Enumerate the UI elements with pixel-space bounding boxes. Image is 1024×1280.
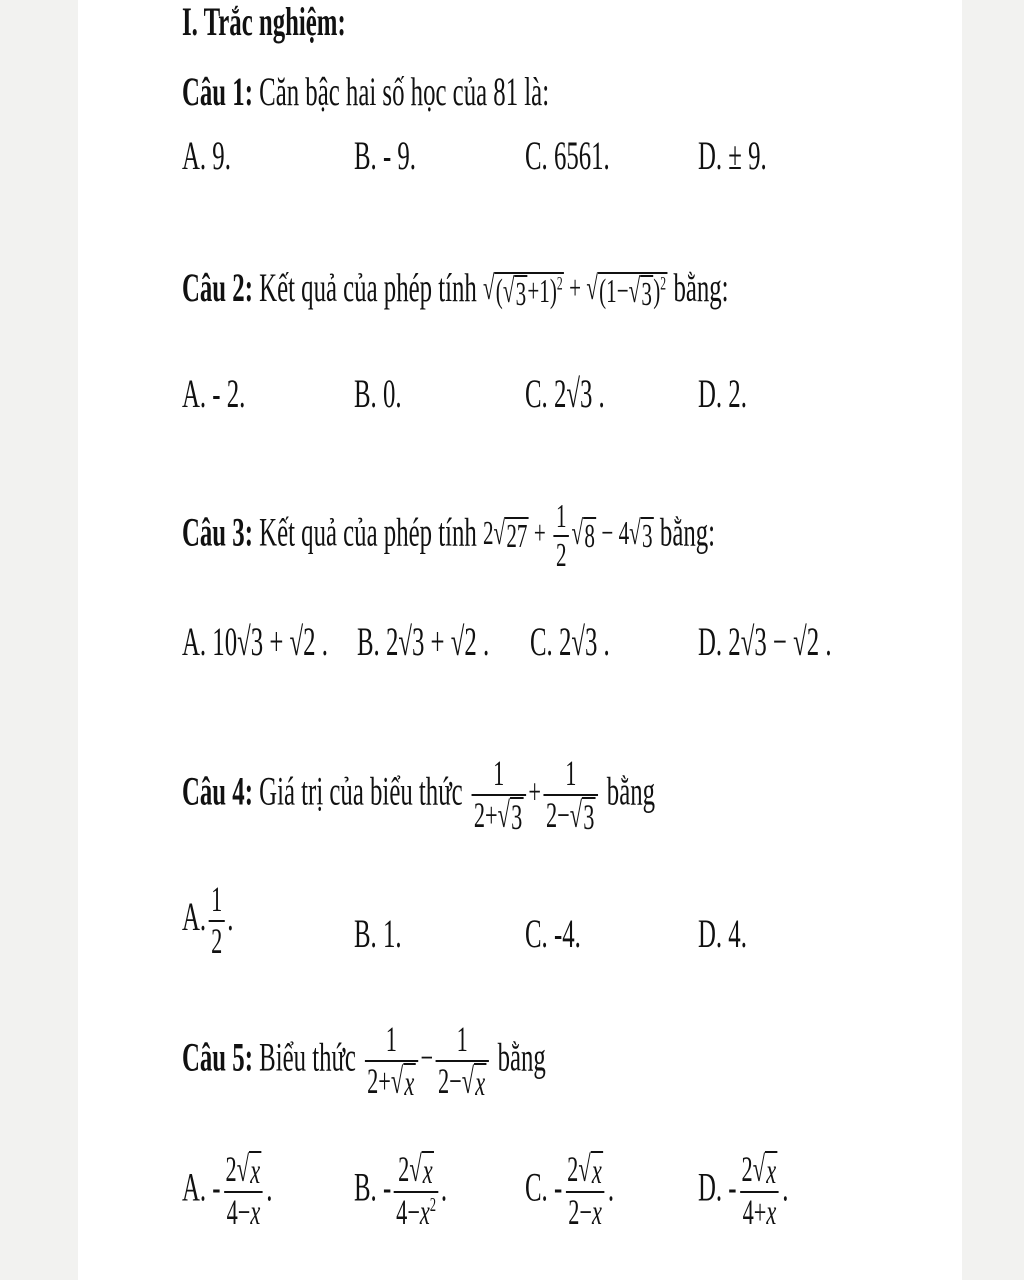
- question-1-option-a: A. 9.: [182, 133, 231, 178]
- question-5: [182, 1020, 769, 1102]
- question-3-label: Câu 3:: [182, 509, 253, 555]
- question-5-option-c: C. - 2 √ x 2−x .: [525, 1149, 615, 1232]
- question-3-expression: 2 √ 27 + $\frac{1}{2}$ √ 8 − 4 √ 3: [482, 498, 653, 575]
- question-1-label: Câu 1:: [182, 69, 253, 114]
- question-4-text: Giá trị của biểu thức: [259, 768, 463, 814]
- question-4-option-a: A. $\frac{1}{2}$ .: [182, 879, 234, 961]
- question-5-text: Biểu thức: [259, 1034, 356, 1080]
- question-2-option-d: D. 2.: [698, 371, 747, 416]
- question-2-expression: √ ( √ 3 +1)$^2$ + √ (1− √ 3 )$^2$: [482, 270, 667, 314]
- question-2-text: Kết quả của phép tính: [259, 265, 477, 310]
- question-4-option-d: D. 4.: [698, 911, 747, 956]
- question-3: [182, 498, 1024, 575]
- question-4-expression: 1 2+ √ 3 + 1 2− √ 3: [469, 754, 601, 836]
- question-1-option-b: B. - 9.: [354, 133, 416, 178]
- question-5-option-d: D. - 2 √ x 4+x .: [698, 1149, 789, 1232]
- section-title: I. Trắc nghiệm:: [182, 0, 346, 44]
- question-3-tail: bằng:: [659, 509, 716, 555]
- question-1-option-c: C. 6561.: [525, 133, 610, 178]
- question-2-option-b: B. 0.: [354, 371, 402, 416]
- question-5-expression: 1 2+ √ x − 1 2− √ x: [362, 1020, 491, 1102]
- question-3-option-a: A. 10√3 + √2 .: [182, 619, 328, 664]
- question-4-label: Câu 4:: [182, 768, 253, 814]
- question-2-tail: bằng:: [673, 265, 729, 310]
- question-2: [182, 264, 1024, 313]
- question-3-option-d: D. 2√3 − √2 .: [698, 619, 832, 664]
- question-3-text: Kết quả của phép tính: [259, 509, 477, 555]
- question-5-option-a: A. - 2 √ x 4−x .: [182, 1149, 273, 1232]
- question-3-option-b: B. 2√3 + √2 .: [357, 619, 490, 664]
- question-1-text: Căn bậc hai số học của 81 là:: [259, 69, 550, 114]
- question-4-option-c: C. -4.: [525, 911, 581, 956]
- question-4-option-b: B. 1.: [354, 911, 402, 956]
- question-4: [182, 754, 945, 836]
- question-1-option-d: D. ± 9.: [698, 133, 767, 178]
- question-1: [182, 68, 774, 115]
- question-2-label: Câu 2:: [182, 265, 253, 310]
- question-2-option-c: C. 2√3 .: [525, 371, 605, 416]
- question-5-option-b: B. - 2 √ x $4-x^2$ .: [354, 1149, 448, 1232]
- question-2-option-a: A. - 2.: [182, 371, 246, 416]
- question-3-option-c: C. 2√3 .: [530, 619, 610, 664]
- question-4-tail: bằng: [606, 768, 656, 814]
- question-5-tail: bằng: [497, 1034, 546, 1080]
- question-5-label: Câu 5:: [182, 1034, 253, 1080]
